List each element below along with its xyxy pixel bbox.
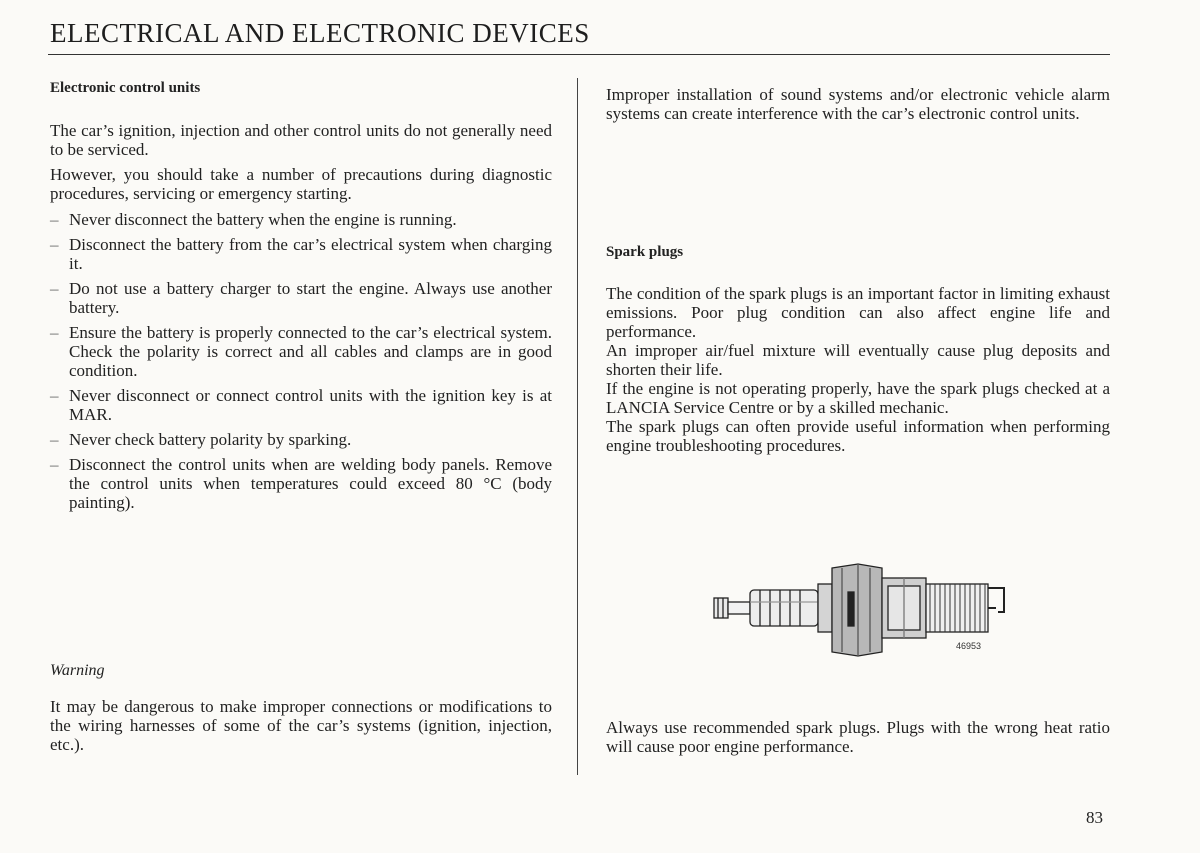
list-item: – Ensure the battery is properly connected to the car’s electrical system. Check the polarity is correct and all cables and clamps are in good condition. bbox=[50, 323, 552, 380]
interference-note bbox=[606, 85, 1110, 123]
dash-icon: – bbox=[50, 323, 59, 342]
ecu-body bbox=[50, 121, 552, 203]
ecu-paragraph-2: However, you should take a number of precautions during diagnostic procedures, servicing or emergency starting. bbox=[50, 165, 552, 203]
ecu-heading-block bbox=[50, 80, 552, 97]
page-title: ELECTRICAL AND ELECTRONIC DEVICES bbox=[50, 18, 590, 48]
warning-heading: Warning bbox=[50, 662, 105, 679]
list-item: – Never check battery polarity by sparking. bbox=[50, 430, 352, 449]
column-divider bbox=[577, 78, 578, 775]
title-rule bbox=[48, 54, 1110, 55]
interference-text: Improper installation of sound systems and/or electronic vehicle alarm systems can create interference with the car’s electronic control units. bbox=[606, 85, 1110, 123]
warning-heading-block bbox=[50, 662, 552, 680]
dash-icon: – bbox=[50, 455, 59, 474]
dash-icon: – bbox=[50, 210, 59, 229]
spark-paragraph-3: If the engine is not operating properly, have the spark plugs checked at a LANCIA Service Centre or by a skilled mechanic. bbox=[606, 379, 1110, 417]
list-item: – Never disconnect the battery when the engine is running. bbox=[50, 210, 457, 229]
dash-icon: – bbox=[50, 430, 59, 449]
warning-body bbox=[50, 697, 552, 754]
ecu-paragraph-1: The car’s ignition, injection and other control units do not generally need to be serviced. bbox=[50, 121, 552, 159]
list-item: – Do not use a battery charger to start the engine. Always use another battery. bbox=[50, 279, 552, 317]
closing-text: Always use recommended spark plugs. Plugs with the wrong heat ratio will cause poor engine performance. bbox=[606, 718, 1110, 756]
warning-text: It may be dangerous to make improper connections or modifications to the wiring harnesses of some of the car’s systems (ignition, injection, etc.). bbox=[50, 697, 552, 754]
dash-icon: – bbox=[50, 235, 59, 254]
dash-icon: – bbox=[50, 279, 59, 298]
page-number: 83 bbox=[1086, 808, 1103, 827]
spark-body bbox=[606, 284, 1110, 455]
list-item: – Disconnect the battery from the car’s electrical system when charging it. bbox=[50, 235, 552, 273]
dash-icon: – bbox=[50, 386, 59, 405]
spark-plugs-heading: Spark plugs bbox=[606, 244, 684, 260]
figure-number: 46953 bbox=[956, 641, 982, 651]
list-item: – Never disconnect or connect control units with the ignition key is at MAR. bbox=[50, 386, 552, 424]
list-item: – Disconnect the control units when are welding body panels. Remove the control units when temperatures could exceed 80 °C (body painting). bbox=[50, 455, 552, 512]
ecu-heading: Electronic control units bbox=[50, 80, 201, 96]
precautions-list-block bbox=[50, 210, 552, 518]
spark-paragraph-2: An improper air/fuel mixture will eventually cause plug deposits and shorten their life. bbox=[606, 341, 1110, 379]
spark-paragraph-1: The condition of the spark plugs is an important factor in limiting exhaust emissions. Poor plug condition can also affect engine life and performance. bbox=[606, 284, 1110, 341]
spark-heading-block bbox=[606, 244, 1110, 261]
precautions-list bbox=[50, 210, 552, 512]
spark-paragraph-4: The spark plugs can often provide useful information when performing engine troubleshooting procedures. bbox=[606, 417, 1110, 455]
closing-note bbox=[606, 718, 1110, 756]
